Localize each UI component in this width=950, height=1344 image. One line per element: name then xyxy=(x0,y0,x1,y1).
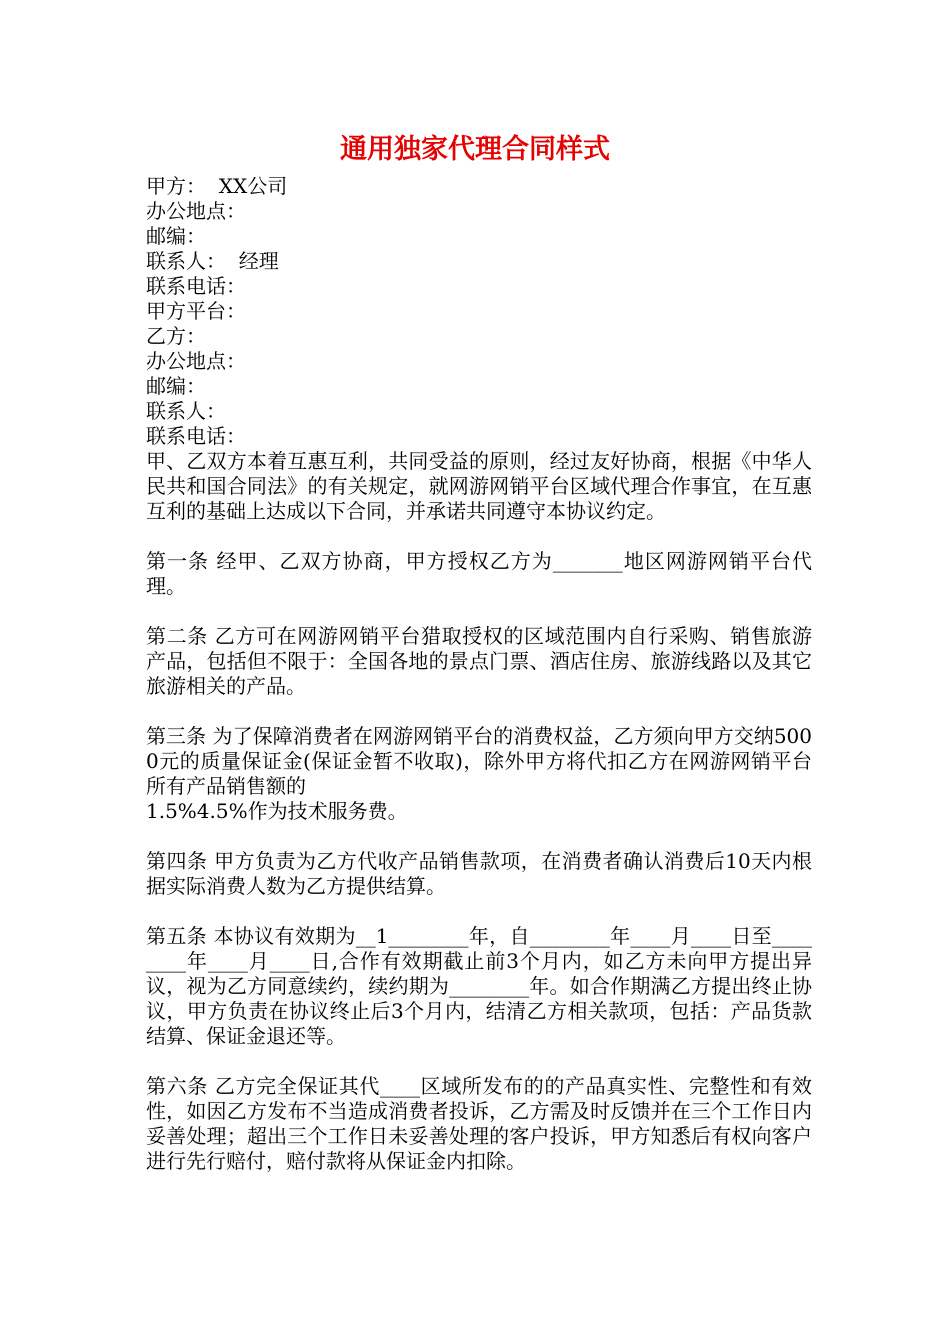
document-title: 通用独家代理合同样式 xyxy=(340,134,610,165)
party-b-postcode-line: 邮编： xyxy=(146,374,206,398)
party-a-postcode-line: 邮编： xyxy=(146,224,206,248)
intro-paragraph: 甲、乙双方本着互惠互利，共同受益的原则，经过友好协商，根据《中华人民共和国合同法》的有关规定，就网游网销平台区域代理合作事宜，在互惠互利的基础上达成以下合同，并承诺共同遵守本协议约定。 xyxy=(146,449,812,523)
party-a-phone-line: 联系电话： xyxy=(146,274,246,298)
party-a-name-line: 甲方： XX公司 xyxy=(146,174,288,198)
article-2: 第二条 乙方可在网游网销平台猎取授权的区域范围内自行采购、销售旅游产品，包括但不限于：全国各地的景点门票、酒店住房、旅游线路以及其它旅游相关的产品。 xyxy=(146,624,812,698)
party-b-phone-line: 联系电话： xyxy=(146,424,246,448)
article-4: 第四条 甲方负责为乙方代收产品销售款项，在消费者确认消费后10天内根据实际消费人数为乙方提供结算。 xyxy=(146,849,812,898)
article-1: 第一条 经甲、乙双方协商，甲方授权乙方为_______地区网游网销平台代理。 xyxy=(146,549,812,598)
party-a-address-line: 办公地点： xyxy=(146,199,246,223)
party-b-contact-line: 联系人： xyxy=(146,399,226,423)
article-3: 第三条 为了保障消费者在网游网销平台的消费权益，乙方须向甲方交纳5000元的质量保证金(保证金暂不收取)，除外甲方将代扣乙方在网游网销平台所有产品销售额的 1.5%4.5%作为技术服务费。 xyxy=(146,724,812,823)
party-b-address-line: 办公地点： xyxy=(146,349,246,373)
party-a-platform-line: 甲方平台： xyxy=(146,299,246,323)
party-a-contact-line: 联系人： 经理 xyxy=(146,249,279,273)
party-info-block xyxy=(146,174,812,449)
party-b-name-line: 乙方： xyxy=(146,324,206,348)
document-body xyxy=(146,174,812,1199)
article-6: 第六条 乙方完全保证其代____区域所发布的的产品真实性、完整性和有效性，如因乙方发布不当造成消费者投诉，乙方需及时反馈并在三个工作日内妥善处理；超出三个工作日未妥善处理的客户投诉，甲方知悉后有权向客户进行先行赔付，赔付款将从保证金内扣除。 xyxy=(146,1074,812,1173)
article-5: 第五条 本协议有效期为__1________年，自________年____月____日至________年____月____日,合作有效期截止前3个月内，如乙方未向甲方提出异议，视为乙方同意续约，续约期为________年。如合作期满乙方提出终止协议，甲方负责在协议终止后3个月内，结清乙方相关款项，包括：产品货款结算、保证金退还等。 xyxy=(146,924,812,1048)
